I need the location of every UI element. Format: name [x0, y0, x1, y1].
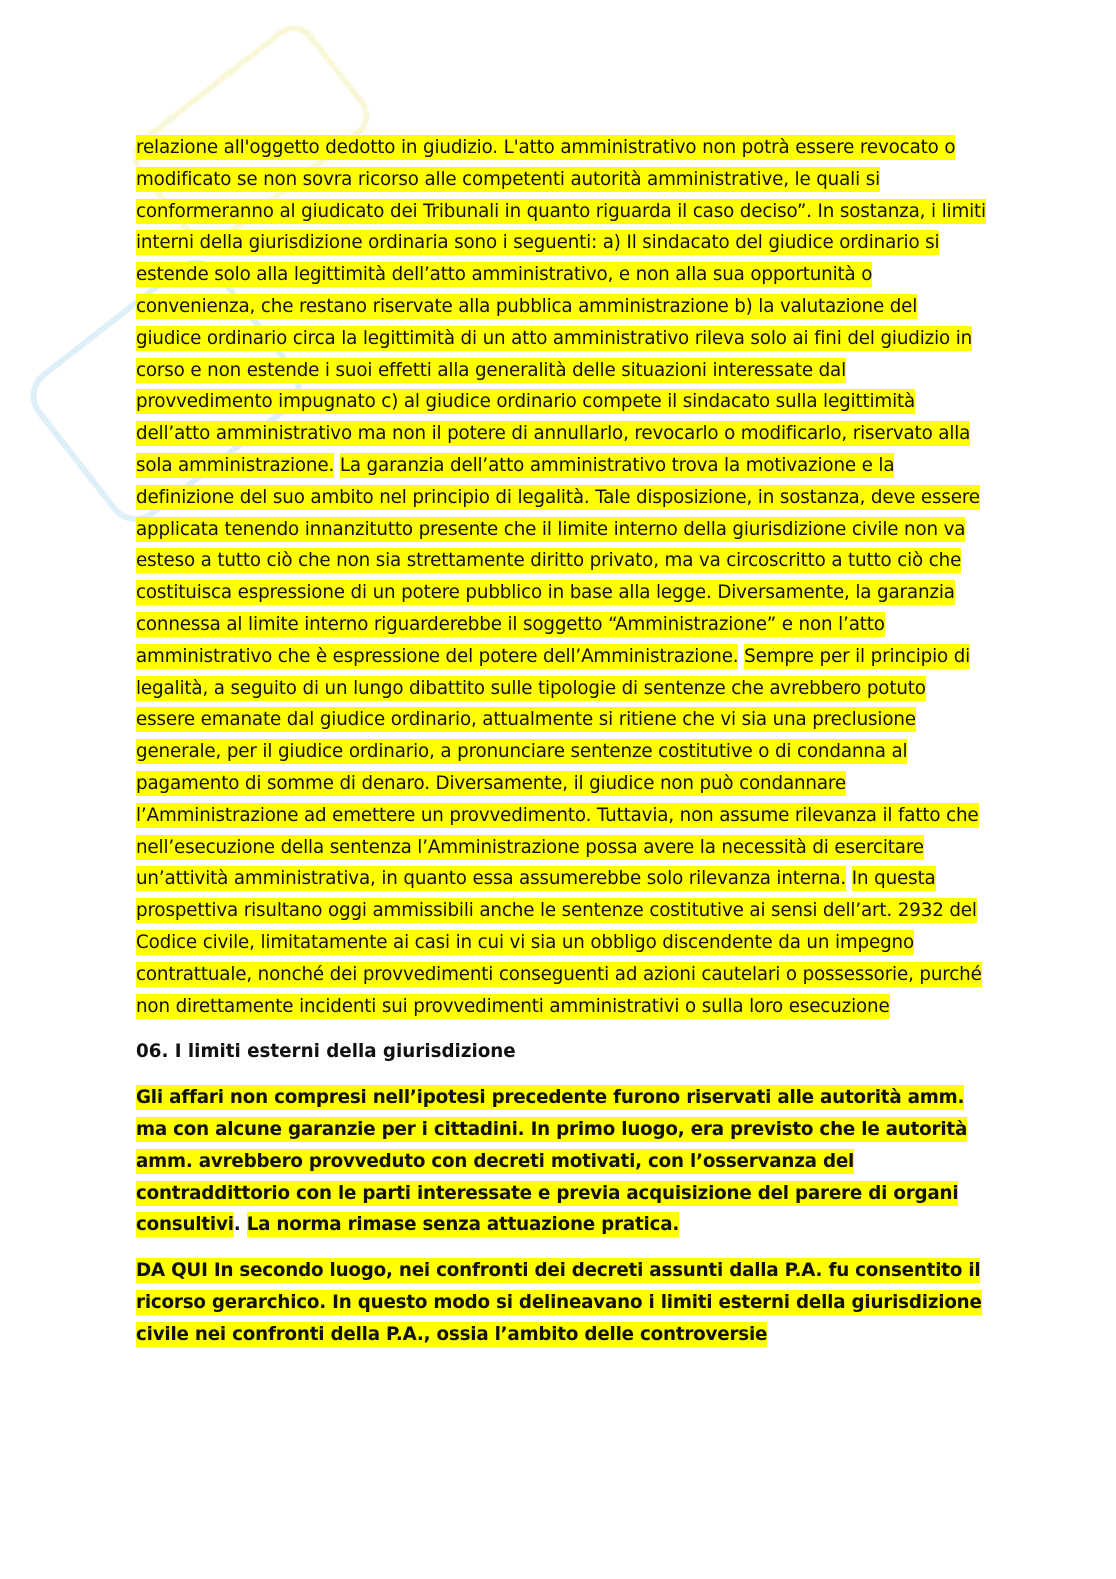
document-body	[136, 132, 986, 1350]
highlighted-text: Sempre per il principio di legalità, a seguito di un lungo dibattito sulle tipologie di sentenze che avrebbero potuto essere emanate dal giudice ordinario, attualmente si ritiene che vi sia una preclusione generale, per il giudice ordinario, a pronunciare sentenze costitutive o di condanna al pagamento di somme di denaro. Diversamente, il giudice non può condannare l’Amministrazione ad emettere un provvedimento. Tuttavia, non assume rilevanza il fatto che nell’esecuzione della sentenza l’Amministrazione possa avere la necessità di esercitare un’attività amministrativa, in quanto essa assumerebbe solo rilevanza interna.	[136, 645, 979, 890]
highlighted-text: La garanzia dell’atto amministrativo trova la motivazione e la definizione del suo ambito nel principio di legalità. Tale disposizione, in sostanza, deve essere applicata tenendo innanzitutto presente che il limite interno della giurisdizione civile non va esteso a tutto ciò che non sia strettamente diritto privato, ma va circoscritto a tutto ciò che costituisca espressione di un potere pubblico in base alla legge. Diversamente, la garanzia connessa al limite interno riguarderebbe il soggetto “Amministrazione” e non l’atto amministrativo che è espressione del potere dell’Amministrazione.	[136, 454, 980, 667]
highlighted-text: La norma rimase senza attuazione pratica.	[246, 1214, 680, 1236]
bold-paragraph	[136, 1255, 986, 1350]
separator-text: .	[233, 1214, 241, 1236]
body-paragraph	[136, 132, 986, 1022]
highlighted-text: Gli affari non compresi nell’ipotesi precedente furono riservati alle autorità amm. ma con alcune garanzie per i cittadini. In primo luogo, era previsto che le autorità amm. avrebbero provveduto con decreti motivati, con l’osservanza del contraddittorio con le parti interessate e previa acquisizione del parere di organi consultivi	[136, 1087, 968, 1236]
bold-paragraph	[136, 1082, 986, 1241]
highlighted-text: In questa prospettiva risultano oggi ammissibili anche le sentenze costitutive ai sensi dell’art. 2932 del Codice civile, limitatamente ai casi in cui vi sia un obbligo discendente da un impegno contrattuale, nonché dei provvedimenti conseguenti ad azioni cautelari o possessorie, purché non direttamente incidenti sui provvedimenti amministrativi o sulla loro esecuzione	[136, 868, 982, 1017]
section-heading: 06. I limiti esterni della giurisdizione	[136, 1041, 516, 1063]
highlighted-text: relazione all'oggetto dedotto in giudizio. L'atto amministrativo non potrà essere revocato o modificato se non sovra ricorso alle competenti autorità amministrative, le quali si conformeranno al giudicato dei Tribunali in quanto riguarda il caso deciso”. In sostanza, i limiti interni della giurisdizione ordinaria sono i seguenti: a) Il sindacato del giudice ordinario si estende solo alla legittimità dell’atto amministrativo, e non alla sua opportunità o convenienza, che restano riservate alla pubblica amministrazione b) la valutazione del giudice ordinario circa la legittimità di un atto amministrativo rileva solo ai fini del giudizio in corso e non estende i suoi effetti alla generalità delle situazioni interessate dal provvedimento impugnato c) al giudice ordinario compete il sindacato sulla legittimità dell’atto amministrativo ma non il potere di annullarlo, revocarlo o modificarlo, riservato alla sola amministrazione.	[136, 137, 986, 476]
highlighted-text: DA QUI In secondo luogo, nei confronti dei decreti assunti dalla P.A. fu consentito il ricorso gerarchico. In questo modo si delineavano i limiti esterni della giurisdizione civile nei confronti della P.A., ossia l’ambito delle controversie	[136, 1260, 982, 1345]
